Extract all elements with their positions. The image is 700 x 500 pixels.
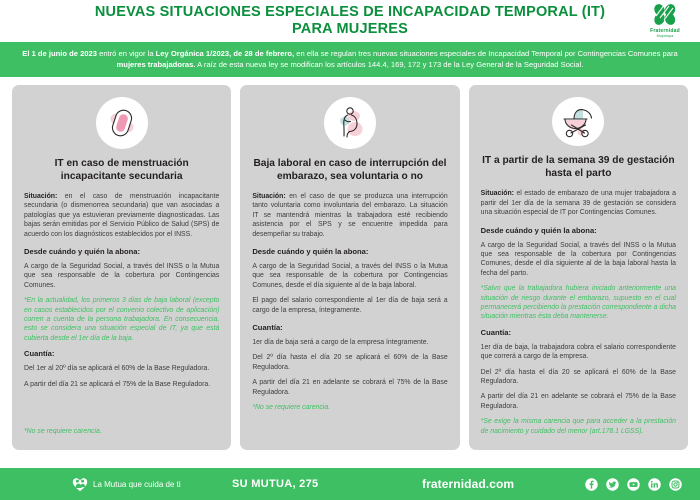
intro-lead-women: mujeres trabajadoras. xyxy=(116,60,196,69)
heart-family-icon xyxy=(72,476,88,492)
sanitary-pad-icon xyxy=(105,106,139,140)
footer-tagline-group xyxy=(72,476,181,492)
abona-heading: Desde cuándo y quién la abona: xyxy=(252,247,369,257)
card-body xyxy=(24,192,219,395)
abona-paragraph: A cargo de la Seguridad Social, a través del INSS o la Mutua que sea responsable de la cobertura por Contingencias Comunes, desde el día siguiente al de la baja laboral. xyxy=(252,263,448,289)
situacion-paragraph xyxy=(24,192,219,239)
situacion-paragraph xyxy=(252,192,447,239)
card-body xyxy=(481,189,676,442)
fraternidad-logo xyxy=(642,3,688,41)
abona-paragraph: A cargo de la Seguridad Social, a través del INSS o la Mutua que sea responsable de la cobertura por Contingencias Comunes. xyxy=(24,263,220,289)
cuantia-note: *Se exige la misma carencia que para acceder a la prestación de nacimiento y cuidado del menor (art.178.1 LGSS). xyxy=(480,418,676,435)
abona-heading: Desde cuándo y quién la abona: xyxy=(24,247,141,257)
icon-badge xyxy=(96,97,148,149)
situacion-text: el estado de embarazo de una mujer trabajadora a partir del 1er día de la semana 39 de gestación se considera una situación especial de IT por Contingencias Comunes. xyxy=(480,190,676,217)
cuantia-paragraph: Del 2º día hasta el día 20 se aplicará el 60% de la Base Reguladora. xyxy=(252,354,448,371)
page-title: NUEVAS SITUACIONES ESPECIALES DE INCAPACIDAD TEMPORAL (IT) PARA MUJERES xyxy=(94,4,606,37)
cuantia-heading: Cuantía: xyxy=(24,349,55,359)
icon-badge xyxy=(552,97,604,146)
intro-text-2: en ella se regulan tres nuevas situaciones especiales de Incapacidad Temporal por Contingencias Comunes para xyxy=(294,49,678,58)
cuantia-note: *No se requiere carencia. xyxy=(252,404,331,412)
footer-website: fraternidad.com xyxy=(422,477,515,491)
card-title: IT en caso de menstruación incapacitante secundaria xyxy=(54,158,189,182)
clover-logo-icon xyxy=(652,3,678,27)
situacion-label: Situación: xyxy=(24,193,58,200)
cuantia-paragraph: 1er día de baja, la trabajadora cobra el salario correspondiente que correrá a cargo de la empresa. xyxy=(480,343,676,361)
situacion-text: en el caso de que se produzca una interrupción tanto voluntaria como involuntaria del embarazo. La situación IT se mantendrá mientras la trabajadora esté recibiendo asistencia por el SPS y se encuentre impedida para desempeñar su trabajo. xyxy=(252,193,448,238)
abona-heading: Desde cuándo y quién la abona: xyxy=(480,225,597,235)
intro-text-1: entró en vigor la xyxy=(96,49,156,58)
card-menstruacion xyxy=(12,85,231,450)
cuantia-paragraph: 1er día de baja será a cargo de la empresa íntegramente. xyxy=(252,339,429,347)
twitter-icon[interactable] xyxy=(606,478,619,491)
card-title: Baja laboral en caso de interrupción del embarazo, sea voluntaria o no xyxy=(253,158,447,182)
footer-social-links xyxy=(585,478,682,491)
cuantia-paragraph: A partir del día 21 en adelante se cobrará el 75% de la Base Reguladora. xyxy=(480,393,676,410)
cards-row xyxy=(0,77,700,450)
footer-mutua-number: SU MUTUA, 275 xyxy=(232,478,319,490)
abona-paragraph: El pago del salario correspondiente al 1er día de baja será a cargo de la empresa, íntegramente. xyxy=(252,297,448,314)
intro-banner xyxy=(0,42,700,77)
facebook-icon[interactable] xyxy=(585,478,598,491)
intro-lead-date: El 1 de junio de 2023 xyxy=(22,49,97,58)
cuantia-paragraph: Del 2º día hasta el día 20 se aplicará el 60% de la Base Reguladora. xyxy=(480,368,676,385)
situacion-label: Situación: xyxy=(480,190,514,198)
abona-note: *En la actualidad, los primeros 3 días de baja laboral (excepto en casos establecidos por el convenio colectivo de aplicación) corren a cuenta de la persona trabajadora. En consecuencia, esto se considera una situación especial de IT, ya que está cubierta desde el 1er día de la baja. xyxy=(24,297,220,342)
logo-subname: Muprespa xyxy=(656,34,674,38)
card-interrupcion-embarazo xyxy=(240,85,459,450)
header xyxy=(0,0,700,42)
intro-lead-law: Ley Orgánica 1/2023, de 28 de febrero, xyxy=(155,49,295,58)
icon-badge xyxy=(324,97,376,149)
cuantia-note: *No se requiere carencia. xyxy=(24,427,102,435)
card-semana-39 xyxy=(469,85,688,450)
baby-stroller-icon xyxy=(560,106,596,138)
pregnant-woman-icon xyxy=(333,105,367,141)
situacion-label: Situación: xyxy=(252,193,286,200)
cuantia-paragraph: Del 1er al 20º día se aplicará el 60% de la Base Reguladora. xyxy=(24,365,210,373)
linkedin-icon[interactable] xyxy=(648,478,661,491)
intro-text-3: A raíz de esta nueva ley se modifican los artículos 144.4, 169, 172 y 173 de la Ley General de la Seguridad Social. xyxy=(195,60,584,69)
logo-name: Fraternidad xyxy=(650,28,680,34)
cuantia-heading: Cuantía: xyxy=(252,323,283,333)
abona-paragraph: A cargo de la Seguridad Social, a través del INSS o la Mutua que sea responsable de la cobertura por Contingencias Comunes, desde el día siguiente al de la baja laboral hasta la fecha del parto. xyxy=(480,241,676,277)
card-spacer xyxy=(24,395,219,427)
footer-tagline: La Mutua que cuida de ti xyxy=(93,479,181,489)
card-body xyxy=(252,192,447,419)
situacion-text: en el caso de menstruación incapacitante secundaria (o dismenorrea secundaria) que van asociadas a patologías que ya estuvieran previamente diagnosticadas. Las bajas serán emitidas por el Servicio Público de Salud (SPS) de acuerdo con los diagnósticos establecidos por el INSS. xyxy=(24,193,220,238)
instagram-icon[interactable] xyxy=(669,478,682,491)
youtube-icon[interactable] xyxy=(627,478,640,491)
cuantia-paragraph: A partir del día 21 se aplicará el 75% de la Base Reguladora. xyxy=(24,380,211,388)
situacion-paragraph xyxy=(481,189,676,217)
card-title: IT a partir de la semana 39 de gestación hasta el parto xyxy=(482,155,675,180)
abona-note: *Salvo que la trabajadora hubiera iniciado anteriormente una situación de riesgo durante el embarazo, supuesto en el cual permanecerá percibiendo la prestación correspondiente a dicha situación mientras ésta deba mantenerse. xyxy=(480,285,676,321)
footer xyxy=(0,468,700,500)
cuantia-paragraph: A partir del día 21 en adelante se cobrará el 75% de la Base Reguladora. xyxy=(252,379,448,396)
cuantia-heading: Cuantía: xyxy=(480,327,512,337)
